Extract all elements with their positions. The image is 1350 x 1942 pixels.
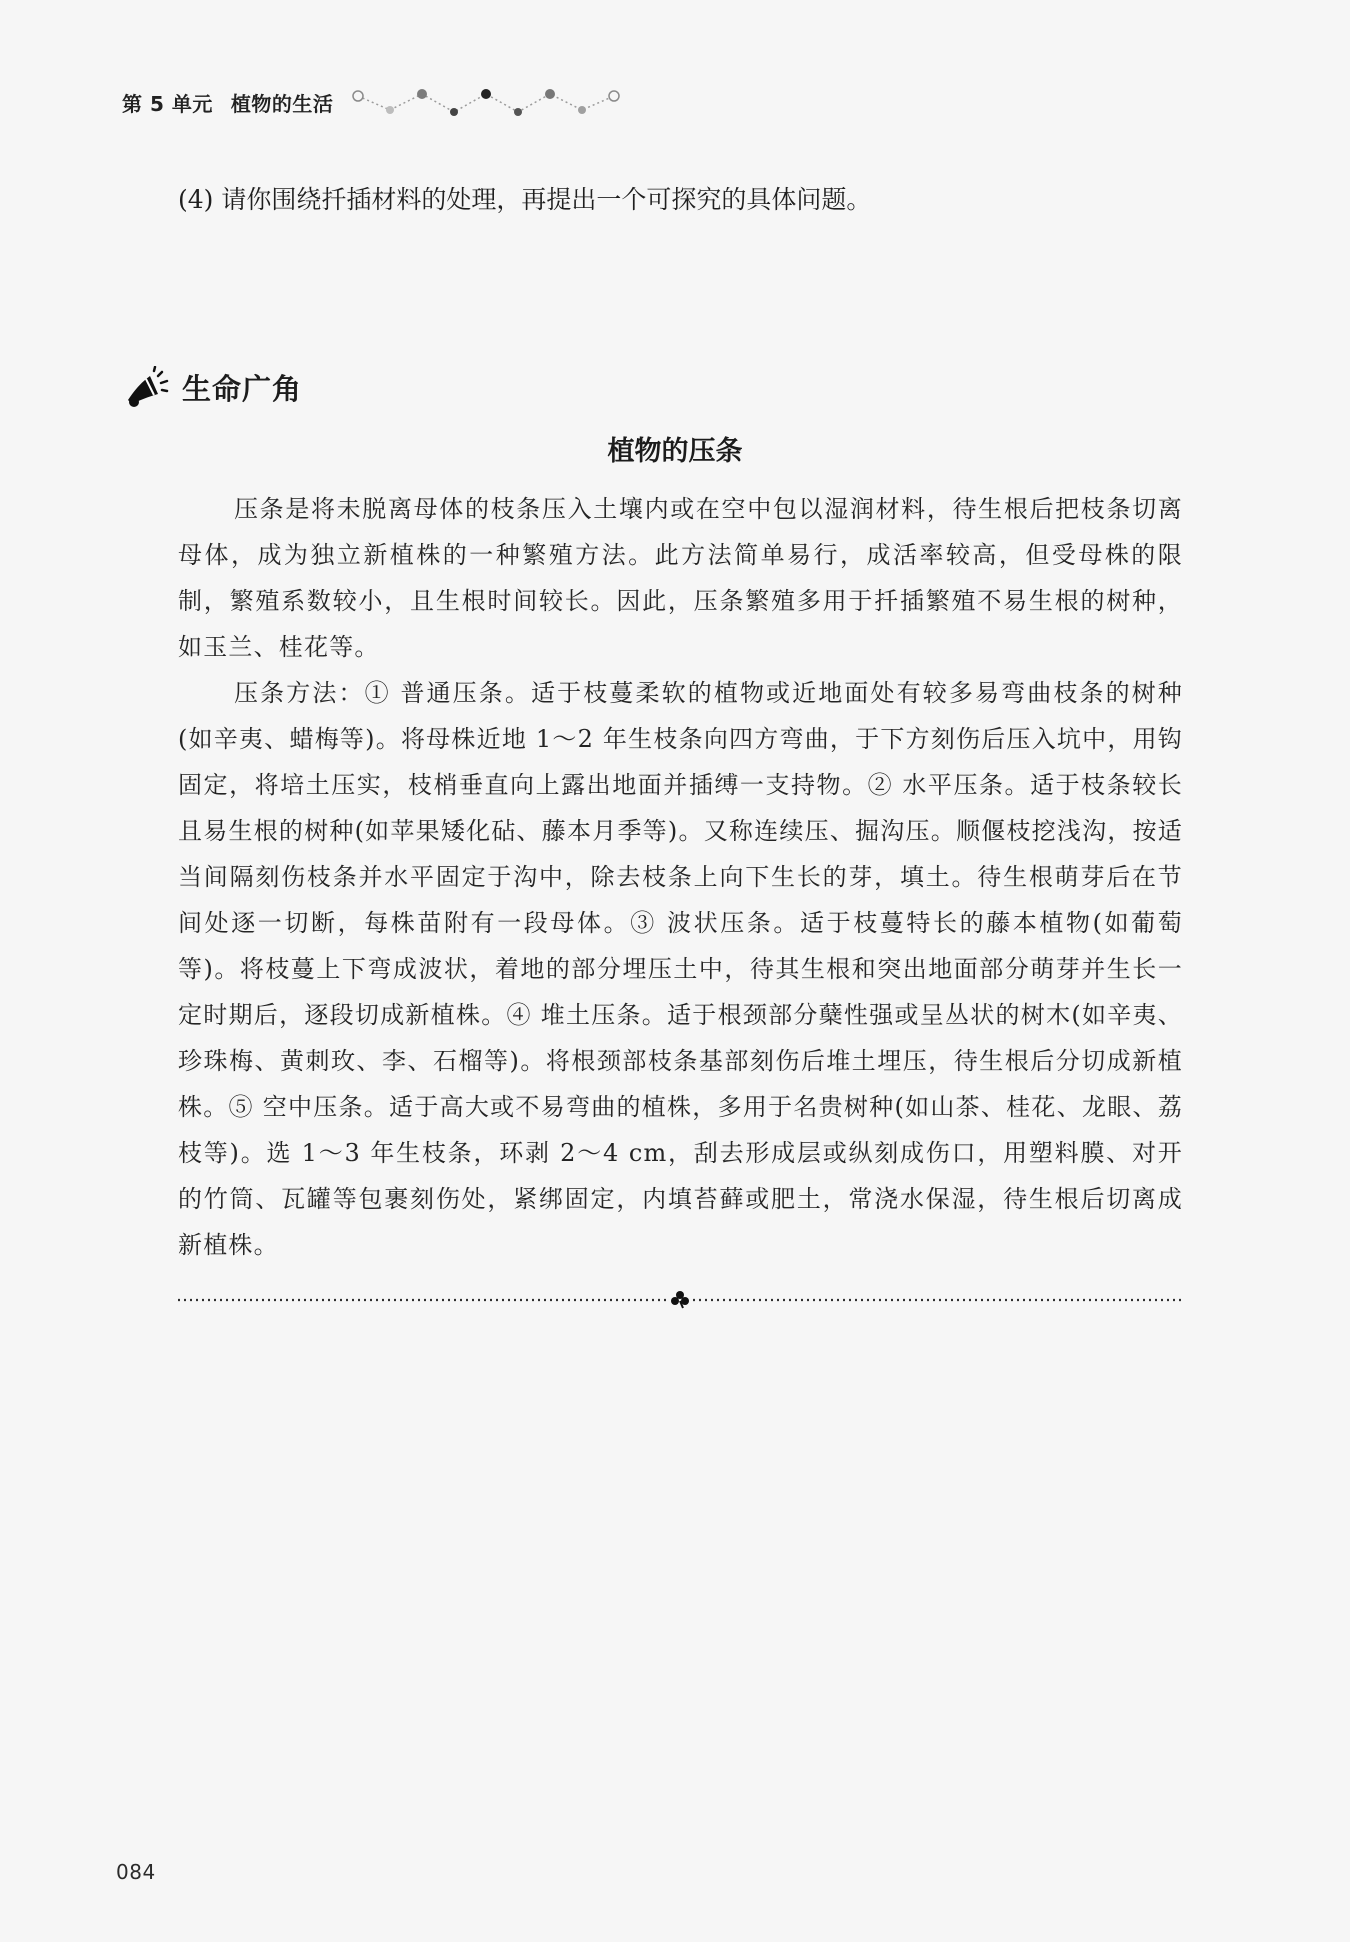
article-body [178, 486, 1183, 1268]
clover-icon [671, 1291, 689, 1308]
megaphone-icon [124, 366, 172, 412]
article-title: 植物的压条 [607, 436, 743, 467]
article-paragraph: 压条方法：① 普通压条。适于枝蔓柔软的植物或近地面处有较多易弯曲枝条的树种(如辛夷、蜡梅等)。将母株近地 1～2 年生枝条向四方弯曲，于下方刻伤后压入坑中，用钩固定，将培土压实，枝梢垂直向上露出地面并插缚一支持物。② 水平压条。适于枝条较长且易生根的树种(如苹果矮化砧、藤本月季等)。又称连续压、掘沟压。顺偃枝挖浅沟，按适当间隔刻伤枝条并水平固定于沟中，除去枝条上向下生长的芽，填土。待生根萌芽后在节间处逐一切断，每株苗附有一段母体。③ 波状压条。适于枝蔓特长的藤本植物(如葡萄等)。将枝蔓上下弯成波状，着地的部分埋压土中，待其生根和突出地面部分萌芽并生长一定时期后，逐段切成新植株。④ 堆土压条。适于根颈部分蘖性强或呈丛状的树木(如辛夷、珍珠梅、黄刺玫、李、石榴等)。将根颈部枝条基部刻伤后堆土埋压，待生根后分切成新植株。⑤ 空中压条。适于高大或不易弯曲的植株，多用于名贵树种(如山茶、桂花、龙眼、荔枝等)。选 1～3 年生枝条，环剥 2～4 cm，刮去形成层或纵刻成伤口，用塑料膜、对开的竹筒、瓦罐等包裹刻伤处，紧绑固定，内填苔藓或肥土，常浇水保湿，待生根后切离成新植株。 [178, 679, 1183, 1259]
question-4: (4) 请你围绕扦插材料的处理，再提出一个可探究的具体问题。 [178, 185, 872, 214]
article-paragraph: 压条是将未脱离母体的枝条压入土壤内或在空中包以湿润材料，待生根后把枝条切离母体，成为独立新植株的一种繁殖方法。此方法简单易行，成活率较高，但受母株的限制，繁殖系数较小，且生根时间较长。因此，压条繁殖多用于扦插繁殖不易生根的树种，如玉兰、桂花等。 [178, 495, 1183, 661]
header-dots-decoration [348, 78, 628, 118]
page-number: 084 [116, 1860, 156, 1884]
unit-label: 第 5 单元 [122, 92, 213, 116]
section-header [124, 366, 302, 412]
page-header [122, 88, 333, 117]
unit-topic: 植物的生活 [230, 92, 334, 116]
section-title: 生命广角 [182, 372, 303, 406]
section-divider [178, 1290, 1183, 1310]
